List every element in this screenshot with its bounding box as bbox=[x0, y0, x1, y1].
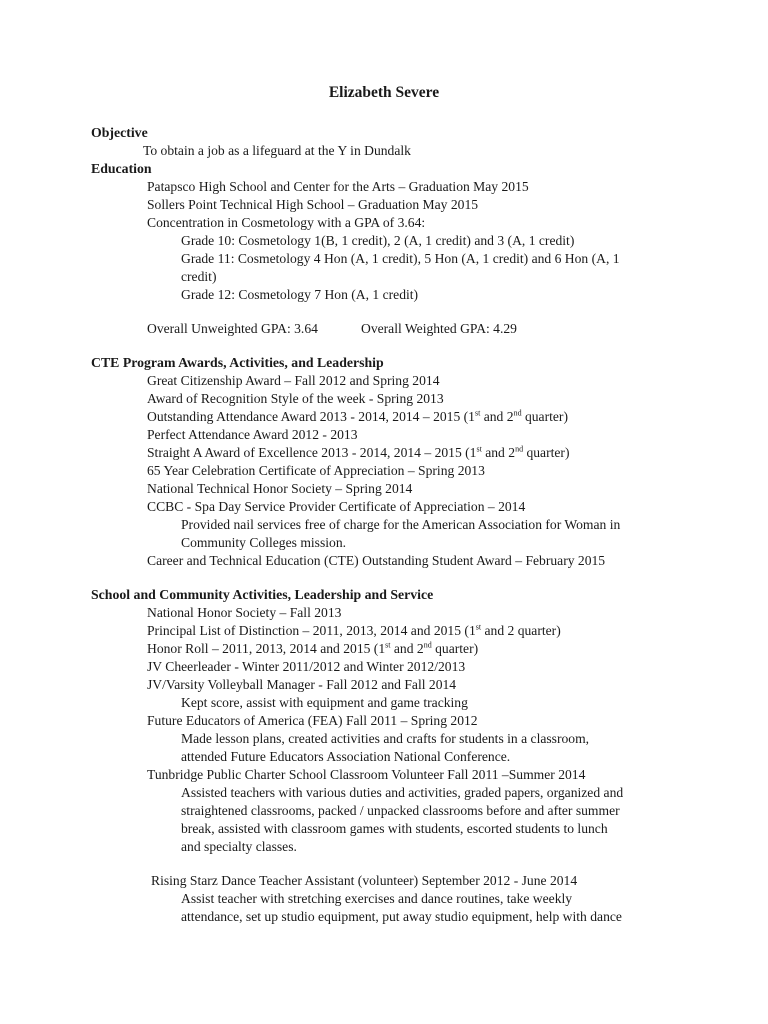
community-item: Principal List of Distinction – 2011, 2013, 2014 and 2015 (1st and 2 quarter) bbox=[147, 622, 561, 638]
community-item-description: Made lesson plans, created activities and crafts for students in a classroom, attended Future Educators Association National Conference. bbox=[181, 731, 590, 764]
spacer bbox=[91, 304, 691, 320]
education-heading: Education bbox=[91, 161, 152, 176]
education-school-2: Sollers Point Technical High School – Graduation May 2015 bbox=[147, 197, 479, 212]
grade-11-line: Grade 11: Cosmetology 4 Hon (A, 1 credit), 5 Hon (A, 1 credit) and 6 Hon (A, 1 bbox=[181, 251, 620, 266]
cte-item: Perfect Attendance Award 2012 - 2013 bbox=[147, 427, 358, 442]
resume-body bbox=[91, 124, 691, 926]
community-item: Future Educators of America (FEA) Fall 2011 – Spring 2012 bbox=[147, 713, 478, 728]
grade-10-line: Grade 10: Cosmetology 1(B, 1 credit), 2 (A, 1 credit) and 3 (A, 1 credit) bbox=[181, 233, 575, 248]
education-grades bbox=[91, 232, 691, 304]
cte-item: CCBC - Spa Day Service Provider Certificate of Appreciation – 2014 bbox=[147, 499, 526, 514]
community-heading: School and Community Activities, Leadership and Service bbox=[91, 587, 434, 602]
community-item: Rising Starz Dance Teacher Assistant (volunteer) September 2012 - June 2014 bbox=[151, 873, 578, 888]
gpa-row bbox=[91, 320, 691, 338]
cte-item: 65 Year Celebration Certificate of Appreciation – Spring 2013 bbox=[147, 463, 485, 478]
weighted-gpa: Overall Weighted GPA: 4.29 bbox=[361, 321, 517, 336]
community-item: JV Cheerleader - Winter 2011/2012 and Winter 2012/2013 bbox=[147, 659, 466, 674]
spacer bbox=[91, 570, 691, 586]
resume-name-heading: Elizabeth Severe bbox=[328, 84, 440, 101]
objective-heading: Objective bbox=[91, 125, 148, 140]
community-item-description: Assisted teachers with various duties and activities, graded papers, organized and straightened classrooms, packed / unpacked classrooms before and after summer break, assisted with classroom games with students, escorted students to lunch and specialty classes. bbox=[181, 785, 624, 854]
community-item-description: Kept score, assist with equipment and game tracking bbox=[181, 695, 468, 710]
spacer bbox=[91, 856, 691, 872]
community-item: JV/Varsity Volleyball Manager - Fall 2012 and Fall 2014 bbox=[147, 677, 457, 692]
cte-item: Outstanding Attendance Award 2013 - 2014, 2014 – 2015 (1st and 2nd quarter) bbox=[147, 408, 568, 424]
community-item-description: Assist teacher with stretching exercises and dance routines, take weekly attendance, set up studio equipment, put away studio equipment, help with dance bbox=[181, 891, 622, 924]
community-item: Honor Roll – 2011, 2013, 2014 and 2015 (1st and 2nd quarter) bbox=[147, 640, 479, 656]
cte-item: Great Citizenship Award – Fall 2012 and Spring 2014 bbox=[147, 373, 440, 388]
cte-item: Award of Recognition Style of the week - Spring 2013 bbox=[147, 391, 444, 406]
education-school-1: Patapsco High School and Center for the Arts – Graduation May 2015 bbox=[147, 179, 529, 194]
education-concentration: Concentration in Cosmetology with a GPA of 3.64: bbox=[147, 215, 426, 230]
grade-12-line: Grade 12: Cosmetology 7 Hon (A, 1 credit) bbox=[181, 287, 419, 302]
cte-item: National Technical Honor Society – Spring 2014 bbox=[147, 481, 413, 496]
community-item: Tunbridge Public Charter School Classroom Volunteer Fall 2011 –Summer 2014 bbox=[147, 767, 586, 782]
community-item: National Honor Society – Fall 2013 bbox=[147, 605, 342, 620]
spacer bbox=[91, 338, 691, 354]
objective-text: To obtain a job as a lifeguard at the Y in Dundalk bbox=[143, 143, 411, 158]
unweighted-gpa: Overall Unweighted GPA: 3.64 bbox=[147, 321, 318, 336]
grade-11-line-cont: credit) bbox=[181, 269, 217, 284]
cte-item-description: Provided nail services free of charge for the American Association for Woman in Community Colleges mission. bbox=[181, 517, 621, 550]
cte-item: Straight A Award of Excellence 2013 - 2014, 2014 – 2015 (1st and 2nd quarter) bbox=[147, 444, 570, 460]
cte-item: Career and Technical Education (CTE) Outstanding Student Award – February 2015 bbox=[147, 553, 606, 568]
cte-heading: CTE Program Awards, Activities, and Leadership bbox=[91, 355, 384, 370]
